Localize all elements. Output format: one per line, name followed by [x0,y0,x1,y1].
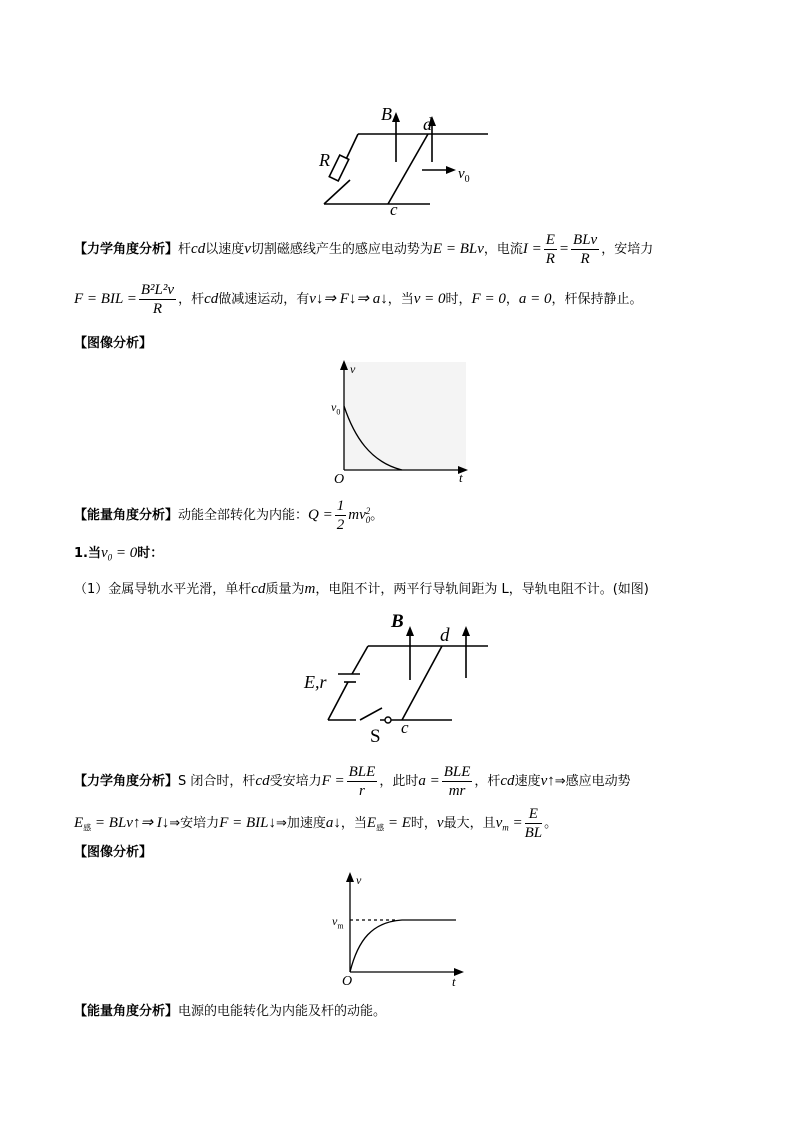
graph1-axis-v: v [350,362,356,376]
paragraph-mechanics-1: 【力学角度分析】杆cd以速度v切割磁感线产生的感应电动势为E = BLv，电流I = $\frac{E}{R}$ = $\frac{\text{BLv}}{R}$ ，安培力 [74,232,654,267]
fraction-E-BL: $\frac{E}{BL}$ [524,806,543,841]
heading-graph-analysis-1: 【图像分析】 [74,336,153,351]
fig1-label-B: B [381,104,392,124]
graph1-label-v0: $v_0$ [331,400,341,417]
fraction-B2L2v-R: $\frac{\text{B²L²v}}{R}$ [140,282,175,317]
section-tag: 【力学角度分析】 [74,242,179,257]
paragraph-mechanics-2: F = BIL = $\frac{\text{B²L²v}}{R}$ ，杆cd做减速运动，有v↓⇒ F↓⇒ a↓，当v = 0时，F = 0，a = 0，杆保持静止。 [74,282,643,317]
fraction-E-R: $\frac{E}{R}$ [545,232,555,267]
graph1-origin: O [334,472,345,487]
fig1-label-d: d [423,114,432,134]
fig1-label-v0: $v_0$ [458,166,470,185]
paragraph-energy-1: 【能量角度分析】动能全部转化为内能：Q = $\frac{1}{2}$ mv 2 0 。 [74,498,384,533]
paragraph-energy-2: 【能量角度分析】电源的电能转化为内能及杆的动能。 [74,1004,387,1019]
graph2-axis-v: v [356,873,362,887]
graph2-axis-t: t [452,974,456,989]
fraction-1-2: $\frac{1}{2}$ [336,498,345,533]
graph2-label-vm: $v_m$ [332,914,344,931]
fraction-BLv-R: $\frac{\text{BLv}}{R}$ [573,232,598,267]
paragraph-setup: （1）金属导轨水平光滑，单杆cd质量为m，电阻不计，两平行导轨间距为 L，导轨电阻不计。(如图) [74,581,649,597]
fig1-label-R: R [319,150,330,170]
fig1-label-c: c [390,200,398,219]
fig2-label-B: B [391,611,404,632]
graph2-origin: O [342,974,353,989]
fig2-label-d: d [440,625,450,646]
fig2-label-Er: E,r [304,672,327,692]
figure-rail-battery-switch [300,612,500,752]
fig2-label-c: c [401,718,409,737]
fraction-BLE-r: $\frac{\text{BLE}}{r}$ [348,764,376,799]
figure-rail-resistor [300,100,500,220]
section-v0-zero: 1.当$v_0 = 0$时： [74,545,164,563]
fraction-BLE-mr: $\frac{\text{BLE}}{mr}$ [443,764,471,799]
paragraph-mechanics-4: $E_感$ = BLv↑⇒ I↓⇒安培力F = BIL↓⇒加速度a↓，当$E_感 = E$时，v最大，且$v_m$ = $\frac{E}{BL}$ 。 [74,806,558,841]
graph1-axis-t: t [459,470,463,485]
heading-graph-analysis-2: 【图像分析】 [74,845,153,860]
fig2-label-S: S [370,726,381,747]
paragraph-mechanics-3: 【力学角度分析】S 闭合时，杆cd受安培力F = $\frac{\text{BLE}}{r}$ ，此时a = $\frac{\text{BLE}}{mr}$ ，杆cd速度v↑⇒感应电动势 [74,764,631,799]
